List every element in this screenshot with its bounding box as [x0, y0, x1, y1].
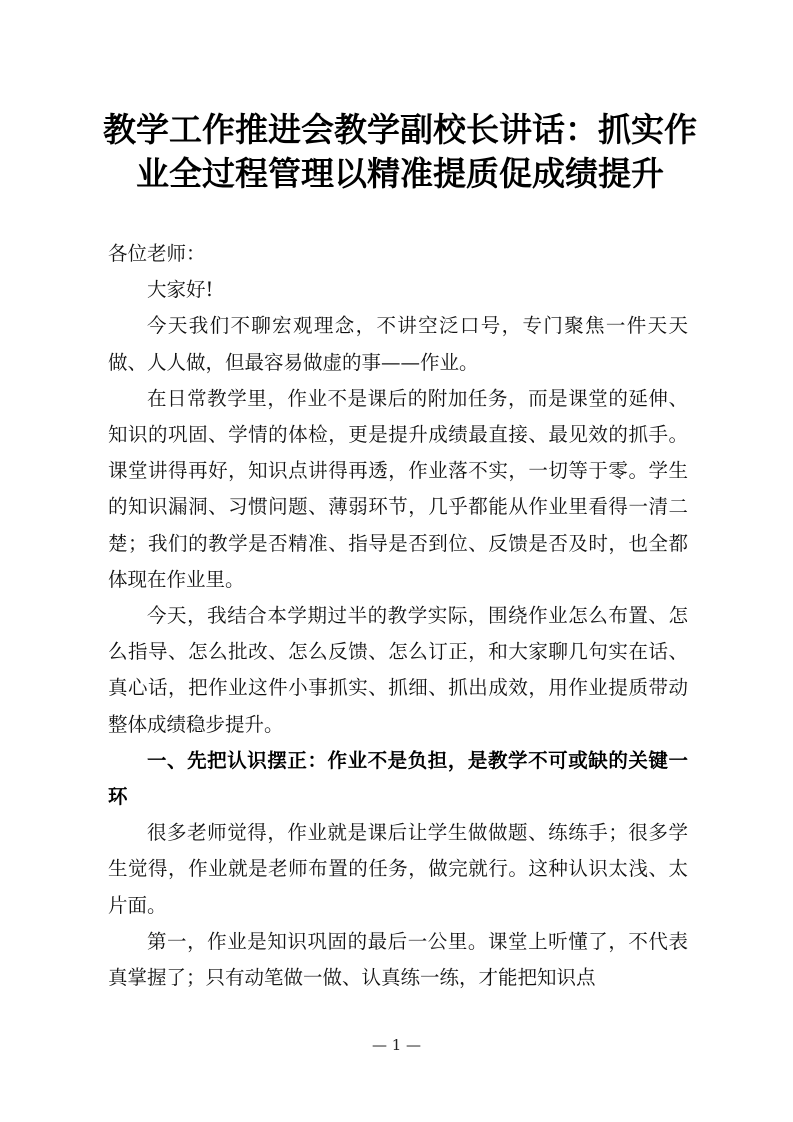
document-body [108, 236, 688, 996]
page-number: — 1 — [371, 1036, 422, 1054]
body-paragraph: 很多老师觉得，作业就是课后让学生做做题、练练手；很多学生觉得，作业就是老师布置的任务，做完就行。这种认识太浅、太片面。 [108, 821, 688, 917]
salutation: 各位老师： [108, 242, 206, 265]
intro-paragraph: 今天我们不聊宏观理念，不讲空泛口号，专门聚焦一件天天做、人人做，但最容易做虚的事——作业。 [108, 314, 688, 374]
document-title: 教学工作推进会教学副校长讲话：抓实作业全过程管理以精准提质促成绩提升 [103, 110, 697, 193]
greeting-paragraph: 大家好! [147, 278, 214, 302]
body-paragraph: 第一，作业是知识巩固的最后一公里。课堂上听懂了，不代表真掌握了；只有动笔做一做、认真练一练，才能把知识点 [108, 929, 688, 990]
body-paragraph: 今天，我结合本学期过半的教学实际，围绕作业怎么布置、怎么指导、怎么批改、怎么反馈、怎么订正，和大家聊几句实在话、真心话，把作业这件小事抓实、抓细、抓出成效，用作业提质带动整体成绩稳步提升。 [108, 604, 688, 736]
body-paragraph: 在日常教学里，作业不是课后的附加任务，而是课堂的延伸、知识的巩固、学情的体检，更是提升成绩最直接、最见效的抓手。课堂讲得再好，知识点讲得再透，作业落不实，一切等于零。学生的知识漏洞、习惯问题、薄弱环节，几乎都能从作业里看得一清二楚；我们的教学是否精准、指导是否到位、反馈是否及时，也全都体现在作业里。 [108, 386, 688, 591]
section-heading: 一、先把认识摆正：作业不是负担，是教学不可或缺的关键一环 [108, 748, 688, 809]
